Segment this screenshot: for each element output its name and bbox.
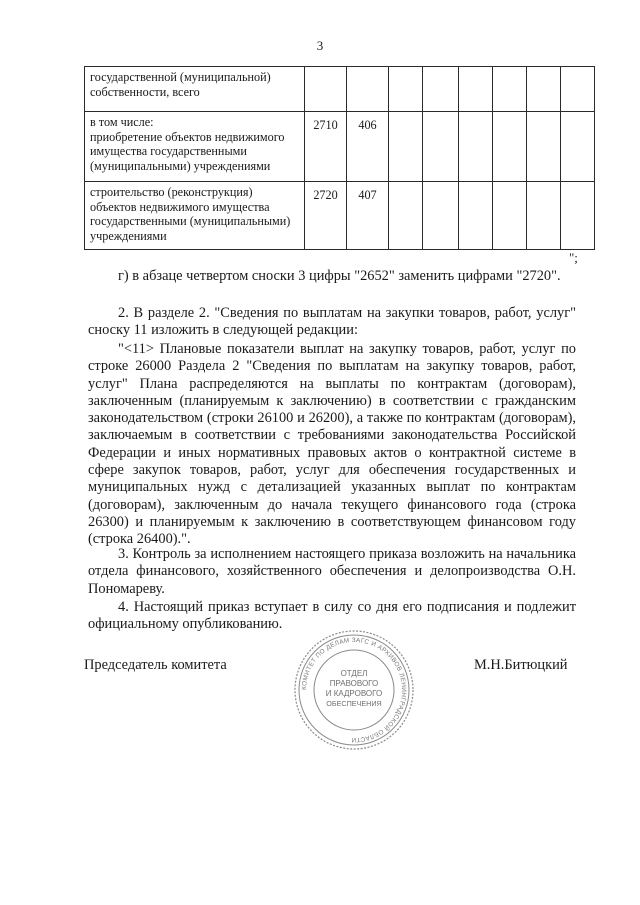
table-cell-code: 2710 <box>305 112 347 182</box>
table-cell-empty <box>493 67 527 112</box>
stamp-text: ОТДЕЛ <box>340 669 368 678</box>
paragraph-footnote-11 <box>88 341 576 549</box>
paragraph-text: 4. Настоящий приказ вступает в силу со дня его подписания и подлежит официальному опубликованию. <box>88 599 576 633</box>
table-cell-name: государственной (муниципальной) собственности, всего <box>85 67 305 112</box>
paragraph-3 <box>88 546 576 598</box>
paragraph-text: 2. В разделе 2. "Сведения по выплатам на закупки товаров, работ, услуг" сноску 11 изложить в следующей редакции: <box>88 305 576 339</box>
table-cell-empty <box>527 182 561 250</box>
table-cell-empty <box>527 67 561 112</box>
table-cell-empty <box>423 112 459 182</box>
table-cell-name: в том числе: приобретение объектов недвижимого имущества государственными (муниципальными) учреждениями <box>85 112 305 182</box>
table-cell-empty <box>459 182 493 250</box>
table-closing-quote: "; <box>569 250 578 265</box>
table-cell-empty <box>493 182 527 250</box>
table-cell-empty <box>527 112 561 182</box>
table-cell-empty <box>459 67 493 112</box>
table-cell-empty <box>389 112 423 182</box>
paragraph-2 <box>88 305 576 340</box>
stamp-text: ОБЕСПЕЧЕНИЯ <box>326 699 382 708</box>
table-row <box>85 182 595 250</box>
table-cell-empty <box>561 67 595 112</box>
stamp-text: И КАДРОВОГО <box>325 689 383 698</box>
table-cell-code: 2720 <box>305 182 347 250</box>
stamp-ring-text: КОМИТЕТ ПО ДЕЛАМ ЗАГС И АРХИВОВ ЛЕНИНГРАДСКОЙ ОБЛАСТИ <box>300 636 408 744</box>
paragraph-text: "<11> Плановые показатели выплат на закупку товаров, работ, услуг по строке 26000 Раздела 2 "Сведения по выплатам на закупку товаров, работ, услуг" Плана распределяются на выплаты по контрактам (договорам), заключенным (планируемым к заключению) в соответствии с гражданским законодательством (строки 26100 и 26200), а также по контрактам (договорам), заключаемым в соответствии с требованиями законодательства Российской Федерации и иных нормативных правовых актов о контрактной системе в сфере закупок товаров, работ, услуг для обеспечения государственных и муниципальных нужд с детализацией указанных выплат по контрактам (договорам), заключенным до начала текущего финансового года (строка 26300) и планируемым к заключению в соответствующем финансовом году (строка 26400).". <box>88 341 576 548</box>
table-cell-code <box>347 67 389 112</box>
table-cell-name: строительство (реконструкция) объектов недвижимого имущества государственными (муниципальными) учреждениями <box>85 182 305 250</box>
paragraph-text: 3. Контроль за исполнением настоящего приказа возложить на начальника отдела финансового, хозяйственного обеспечения и делопроизводства О.Н. Пономареву. <box>88 546 576 597</box>
table-cell-empty <box>459 112 493 182</box>
stamp-text: ПРАВОВОГО <box>329 679 379 688</box>
table-cell-empty <box>423 182 459 250</box>
page-number: 3 <box>316 38 324 53</box>
official-stamp <box>292 628 416 752</box>
table-cell-empty <box>423 67 459 112</box>
table-cell-empty <box>493 112 527 182</box>
table-row <box>85 112 595 182</box>
table-cell-empty <box>389 67 423 112</box>
paragraph-text: г) в абзаце четвертом сноски 3 цифры "2652" заменить цифрами "2720". <box>118 268 561 284</box>
table-cell-empty <box>389 182 423 250</box>
table-row <box>85 67 595 112</box>
table-cell-code <box>305 67 347 112</box>
signatory-title: Председатель комитета <box>84 657 227 673</box>
table-cell-code: 406 <box>347 112 389 182</box>
table-cell-code: 407 <box>347 182 389 250</box>
signatory-name: М.Н.Битюцкий <box>474 657 568 673</box>
table-cell-empty <box>561 182 595 250</box>
budget-table <box>84 66 595 250</box>
paragraph-g <box>88 268 576 285</box>
table-cell-empty <box>561 112 595 182</box>
